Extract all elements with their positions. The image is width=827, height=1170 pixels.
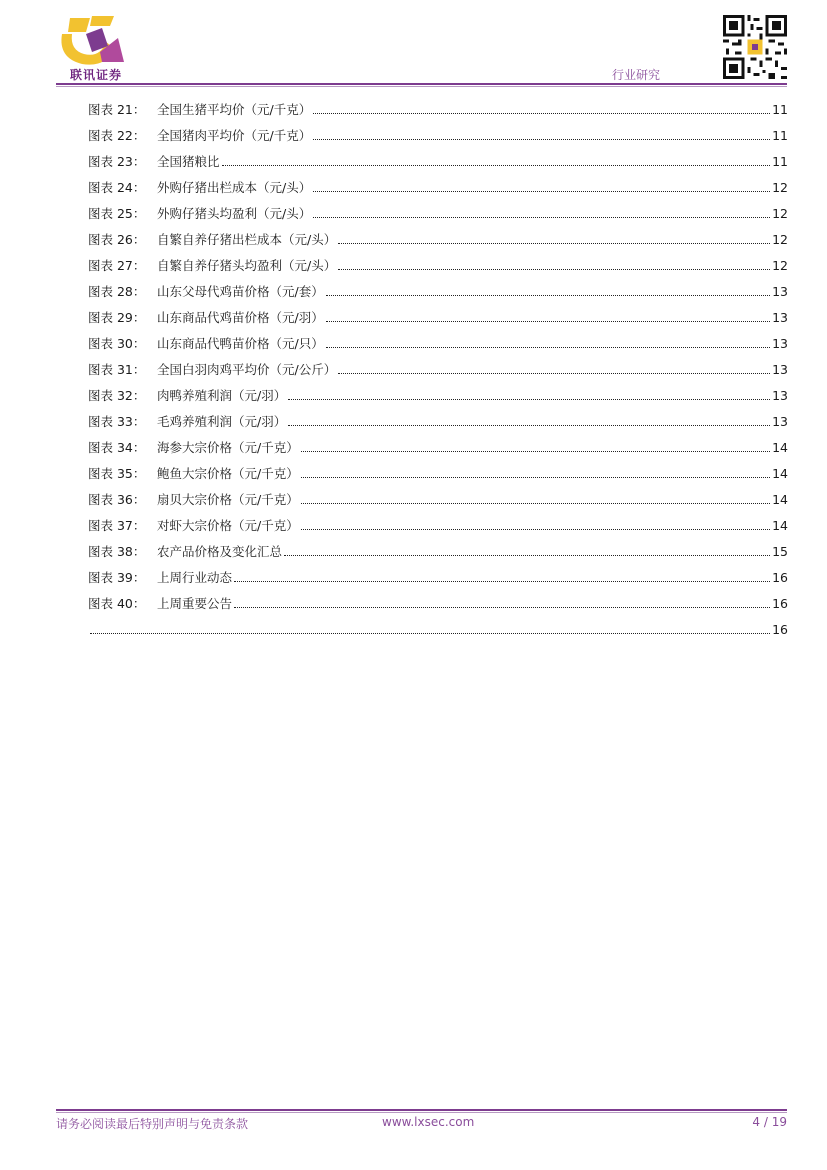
toc-entry[interactable]	[88, 564, 788, 590]
toc-entry-title: 对虾大宗价格（元/千克）	[157, 518, 299, 533]
toc-entry-title: 扇贝大宗价格（元/千克）	[157, 492, 299, 507]
footer-rule-thin	[56, 1112, 787, 1113]
toc-entry-page: 13	[772, 283, 788, 299]
toc-entry-title: 上周行业动态	[157, 570, 233, 585]
figure-index-list	[88, 96, 788, 642]
footer-rule	[56, 1109, 787, 1111]
toc-entry-page: 12	[772, 257, 788, 273]
toc-entry-title: 山东商品代鸡苗价格（元/羽）	[157, 310, 324, 325]
header-rule-thin	[56, 86, 787, 87]
toc-entry-title: 肉鸭养殖利润（元/羽）	[157, 388, 287, 403]
toc-entry-page: 14	[772, 517, 788, 533]
toc-leader-dots	[301, 503, 770, 504]
toc-leader-dots	[338, 373, 770, 374]
toc-entry[interactable]	[88, 122, 788, 148]
toc-entry-page: 12	[772, 179, 788, 195]
toc-entry-page: 12	[772, 205, 788, 221]
toc-leader-dots	[234, 581, 770, 582]
toc-entry-number: 图表 22：	[88, 128, 146, 143]
toc-leader-dots	[90, 633, 770, 634]
toc-leader-dots	[288, 399, 770, 400]
toc-entry-page: 16	[772, 569, 788, 585]
toc-entry[interactable]	[88, 148, 788, 174]
toc-entry[interactable]	[88, 486, 788, 512]
toc-leader-dots	[222, 165, 771, 166]
toc-entry-number: 图表 32：	[88, 388, 146, 403]
toc-leader-dots	[326, 295, 770, 296]
toc-entry-page: 13	[772, 387, 788, 403]
toc-entry-page: 11	[772, 153, 788, 169]
toc-entry[interactable]	[88, 96, 788, 122]
toc-entry-title: 上周重要公告	[157, 596, 233, 611]
toc-entry-title: 自繁自养仔猪出栏成本（元/头）	[157, 232, 337, 247]
page-header	[0, 0, 827, 90]
toc-entry-title: 毛鸡养殖利润（元/羽）	[157, 414, 287, 429]
toc-entry[interactable]	[88, 460, 788, 486]
toc-entry-page: 13	[772, 309, 788, 325]
toc-entry-number: 图表 38：	[88, 544, 146, 559]
toc-leader-dots	[338, 269, 770, 270]
toc-entry-page: 13	[772, 413, 788, 429]
toc-entry-number: 图表 36：	[88, 492, 146, 507]
toc-entry-number: 图表 28：	[88, 284, 146, 299]
toc-leader-dots	[301, 451, 770, 452]
toc-entry[interactable]	[88, 590, 788, 616]
toc-leader-dots	[313, 217, 770, 218]
toc-entry[interactable]	[88, 434, 788, 460]
toc-entry[interactable]	[88, 226, 788, 252]
toc-entry-page: 14	[772, 439, 788, 455]
toc-entry-page: 16	[772, 621, 788, 637]
qr-code-icon	[723, 15, 787, 79]
toc-entry-number: 图表 39：	[88, 570, 146, 585]
toc-entry[interactable]	[88, 304, 788, 330]
toc-leader-dots	[301, 477, 770, 478]
toc-entry-title: 自繁自养仔猪头均盈利（元/头）	[157, 258, 337, 273]
toc-entry-number: 图表 31：	[88, 362, 146, 377]
toc-entry-number: 图表 37：	[88, 518, 146, 533]
toc-entry[interactable]	[88, 382, 788, 408]
footer-page-number: 4 / 19	[752, 1115, 787, 1129]
toc-entry-number: 图表 24：	[88, 180, 146, 195]
toc-entry-title: 外购仔猪头均盈利（元/头）	[157, 206, 312, 221]
toc-leader-dots	[326, 347, 770, 348]
toc-leader-dots	[288, 425, 770, 426]
toc-entry-page: 15	[772, 543, 788, 559]
toc-entry[interactable]	[88, 252, 788, 278]
toc-leader-dots	[301, 529, 770, 530]
toc-entry[interactable]	[88, 512, 788, 538]
header-rule	[56, 83, 787, 85]
toc-entry[interactable]	[88, 278, 788, 304]
toc-entry-title: 山东父母代鸡苗价格（元/套）	[157, 284, 324, 299]
toc-leader-dots	[313, 113, 770, 114]
toc-entry-number: 图表 29：	[88, 310, 146, 325]
toc-entry-title: 全国生猪平均价（元/千克）	[157, 102, 312, 117]
toc-entry-number: 图表 30：	[88, 336, 146, 351]
toc-entry[interactable]	[88, 330, 788, 356]
toc-entry-title: 全国白羽肉鸡平均价（元/公斤）	[157, 362, 337, 377]
footer-url: www.lxsec.com	[382, 1115, 475, 1129]
toc-entry[interactable]	[88, 408, 788, 434]
toc-entry-number: 图表 23：	[88, 154, 146, 169]
toc-entry-page: 16	[772, 595, 788, 611]
toc-leader-dots	[234, 607, 770, 608]
toc-leader-dots	[284, 555, 770, 556]
toc-entry-title: 农产品价格及变化汇总	[157, 544, 283, 559]
toc-entry-page: 11	[772, 101, 788, 117]
toc-entry-page: 13	[772, 335, 788, 351]
toc-entry-page: 13	[772, 361, 788, 377]
toc-entry-number: 图表 34：	[88, 440, 146, 455]
toc-entry[interactable]	[88, 174, 788, 200]
toc-leader-dots	[338, 243, 770, 244]
toc-entry[interactable]	[88, 200, 788, 226]
toc-entry-page: 14	[772, 465, 788, 481]
toc-entry[interactable]	[88, 616, 788, 642]
toc-entry-title: 海参大宗价格（元/千克）	[157, 440, 299, 455]
toc-entry-title: 鲍鱼大宗价格（元/千克）	[157, 466, 299, 481]
toc-entry-number: 图表 35：	[88, 466, 146, 481]
toc-entry-number: 图表 27：	[88, 258, 146, 273]
toc-entry-title: 全国猪粮比	[157, 154, 220, 169]
toc-entry-number: 图表 25：	[88, 206, 146, 221]
toc-leader-dots	[326, 321, 770, 322]
logo-text: 联讯证券	[69, 68, 122, 82]
toc-entry-title: 外购仔猪出栏成本（元/头）	[157, 180, 312, 195]
toc-entry-title: 全国猪肉平均价（元/千克）	[157, 128, 312, 143]
toc-entry-page: 12	[772, 231, 788, 247]
toc-leader-dots	[313, 191, 770, 192]
toc-entry-title: 山东商品代鸭苗价格（元/只）	[157, 336, 324, 351]
toc-entry-number: 图表 26：	[88, 232, 146, 247]
toc-entry-page: 11	[772, 127, 788, 143]
section-label: 行业研究	[612, 68, 661, 82]
toc-entry[interactable]	[88, 538, 788, 564]
toc-entry-number: 图表 21：	[88, 102, 146, 117]
footer-disclaimer: 请务必阅读最后特别声明与免责条款	[56, 1117, 249, 1131]
toc-entry[interactable]	[88, 356, 788, 382]
toc-leader-dots	[313, 139, 770, 140]
toc-entry-page: 14	[772, 491, 788, 507]
toc-entry-number: 图表 40：	[88, 596, 146, 611]
toc-entry-number: 图表 33：	[88, 414, 146, 429]
